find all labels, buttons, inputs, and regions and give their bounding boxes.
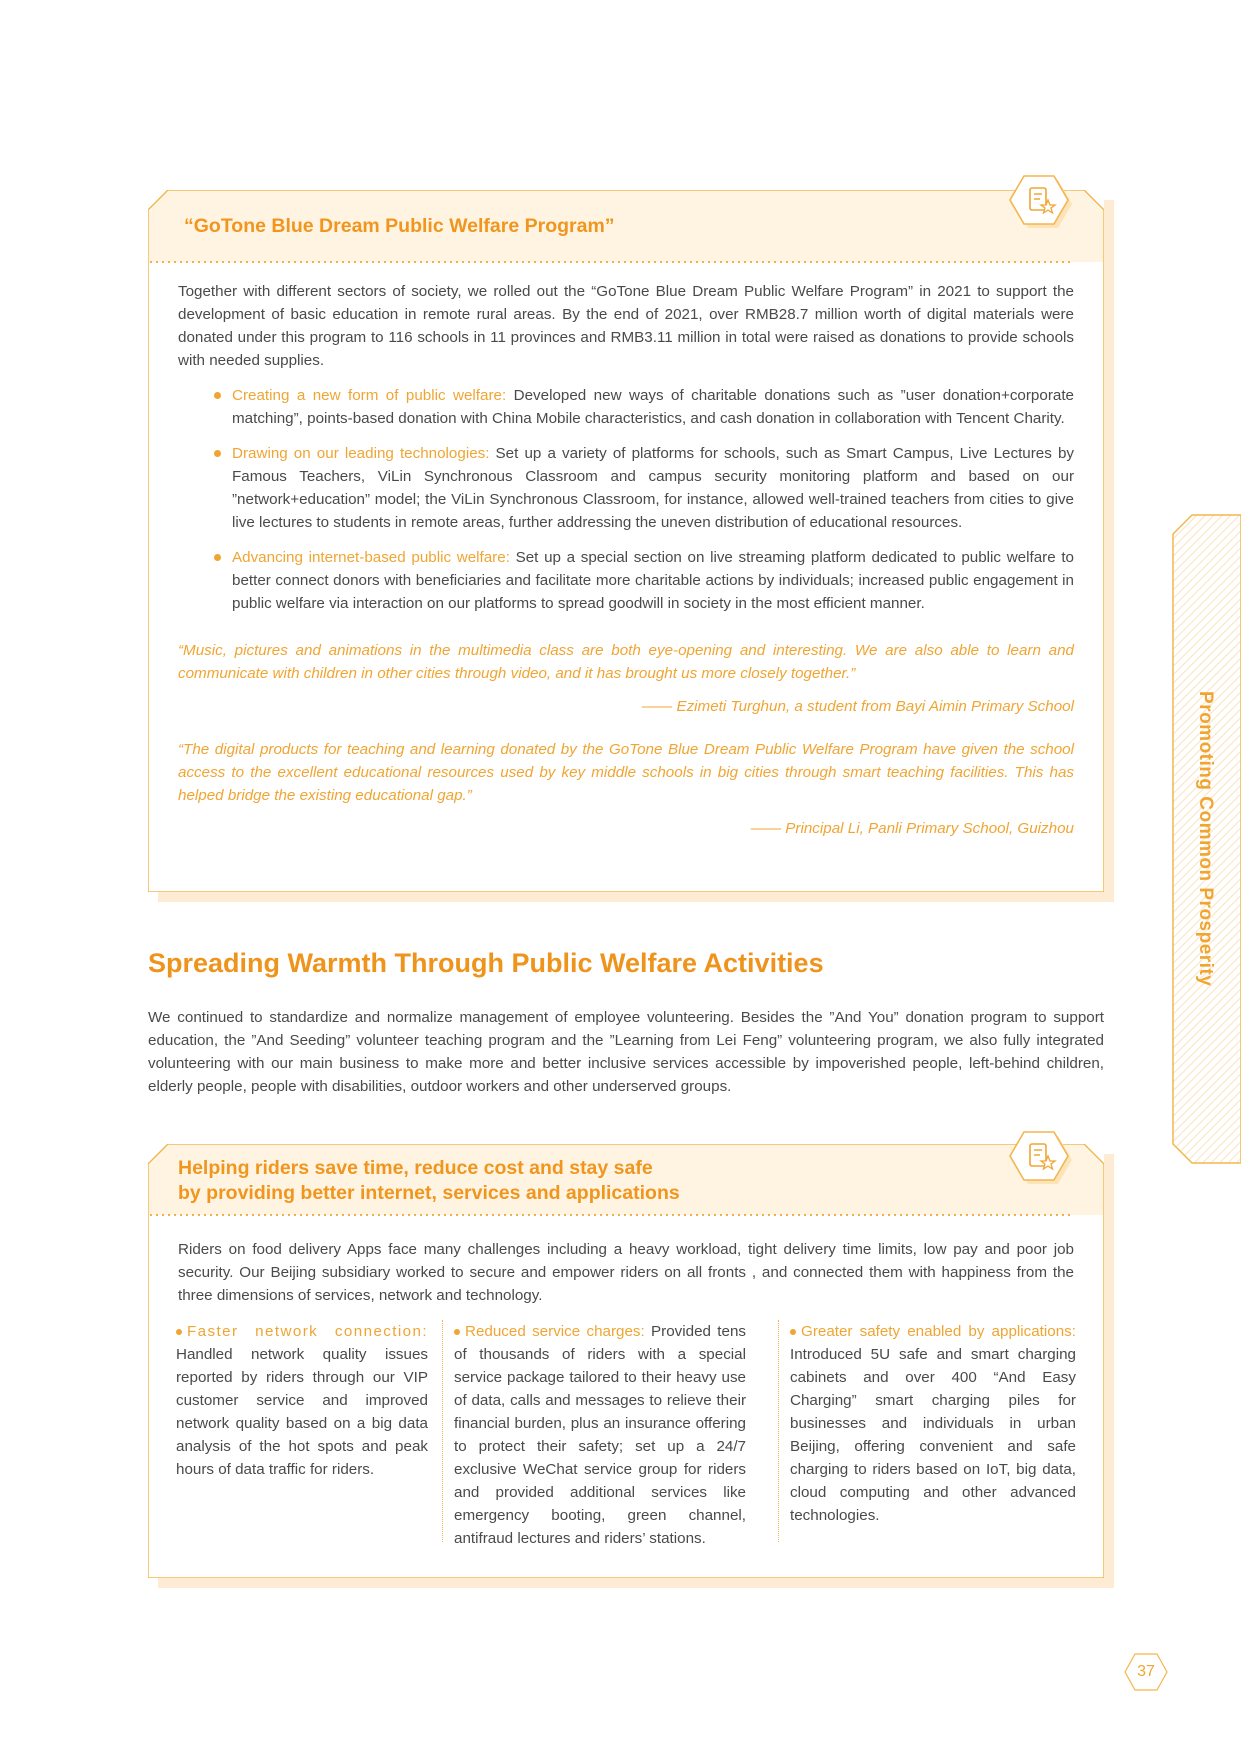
column-divider xyxy=(442,1320,443,1542)
bullet-dot xyxy=(176,1329,182,1335)
column-divider xyxy=(778,1320,779,1542)
column-text: Handled network quality issues reported by riders through our VIP customer service and improved network quality based on a big data analysis of the hot spots and peak hours of data traffic for riders. xyxy=(176,1346,428,1478)
section-body: We continued to standardize and normalize management of employee volunteering. Besides the ”And You” donation program to support education, the ”And Seeding” volunteer teaching program and the ”Learning from Lei Feng” volunteering program, we also fully integrated volunteering with our main business to make more and better inclusive services accessible by impoverished people, left-behind children, elderly people, people with disabilities, outdoor workers and other underserved groups. xyxy=(148,1009,1104,1095)
column-lead: Faster network connection: xyxy=(187,1323,428,1340)
box1-bullet-list xyxy=(178,384,1074,615)
bullet-text: Developed new ways of charitable donations such as ”user donation+corporate matching”, points-based donation with China Mobile characteristics, and cash donation in collaboration with Tencent Charity. xyxy=(232,387,1074,427)
box2-intro: Riders on food delivery Apps face many challenges including a heavy workload, tight delivery time limits, low pay and poor job security. Our Beijing subsidiary worked to secure and empower riders on all fronts , and connected them with happiness from the three dimensions of services, network and technology. xyxy=(178,1241,1074,1304)
bullet-text: Set up a variety of platforms for schools, such as Smart Campus, Live Lectures by Famous Teachers, ViLin Synchronous Classroom and campus security monitoring platform and based on our ”network+education” model; the ViLin Synchronous Classroom, for instance, allowed well-trained teachers from cities to give live lectures to students in remote areas, further addressing the uneven distribution of educational resources. xyxy=(232,445,1074,531)
box2-title xyxy=(178,1156,680,1206)
page-number: 37 xyxy=(1137,1663,1155,1680)
column-charges xyxy=(454,1320,746,1550)
quote-principal-attribution: —— Principal Li, Panli Primary School, Guizhou xyxy=(750,820,1074,837)
column-lead: Greater safety enabled by applications: xyxy=(801,1323,1076,1340)
quote-student-attribution: —— Ezimeti Turghun, a student from Bayi Aimin Primary School xyxy=(641,698,1074,715)
side-tab-text: Promoting Common Prosperity xyxy=(1195,691,1216,987)
checklist-star-icon xyxy=(1008,1130,1072,1186)
box1-title: “GoTone Blue Dream Public Welfare Program” xyxy=(184,215,615,237)
column-network xyxy=(176,1320,428,1481)
section-title: Spreading Warmth Through Public Welfare Activities xyxy=(148,948,824,978)
column-safety xyxy=(790,1320,1076,1527)
box2-title-line1: Helping riders save time, reduce cost and stay safe xyxy=(178,1157,653,1179)
bullet-text: Set up a special section on live streaming platform dedicated to public welfare to better connect donors with beneficiaries and facilitate more charitable actions by individuals; increased public engagement in public welfare via interaction on our platforms to spread goodwill in society in the most efficient manner. xyxy=(232,549,1074,612)
box1-intro: Together with different sectors of society, we rolled out the “GoTone Blue Dream Public Welfare Program” in 2021 to support the development of basic education in remote rural areas. By the end of 2021, over RMB28.7 million worth of digital materials were donated under this program to 116 schools in 11 provinces and RMB3.11 million in total were raised as donations to provide schools with needed supplies. xyxy=(178,283,1074,369)
bullet-lead: Advancing internet-based public welfare: xyxy=(232,549,510,566)
bullet-dot xyxy=(454,1329,460,1335)
bullet-lead: Drawing on our leading technologies: xyxy=(232,445,490,462)
column-lead: Reduced service charges: xyxy=(465,1323,645,1340)
box1-body xyxy=(178,280,1074,860)
side-tab-label xyxy=(1175,514,1235,1164)
box2-columns xyxy=(176,1320,1076,1550)
checklist-star-icon xyxy=(1008,174,1072,230)
list-item xyxy=(214,384,1074,430)
bullet-lead: Creating a new form of public welfare: xyxy=(232,387,507,404)
box2-title-line2: by providing better internet, services and applications xyxy=(178,1182,680,1204)
column-text: Introduced 5U safe and smart charging cabinets and over 400 “And Easy Charging” smart charging piles for businesses and individuals in urban Beijing, offering convenient and safe charging to riders based on IoT, big data, cloud computing and other advanced technologies. xyxy=(790,1346,1076,1524)
list-item xyxy=(214,546,1074,615)
bullet-dot xyxy=(790,1329,796,1335)
welfare-program-box xyxy=(148,190,1104,892)
quote-student: “Music, pictures and animations in the multimedia class are both eye-opening and interesting. We are also able to learn and communicate with children in other cities through video, and it has brought us more closely together.” xyxy=(178,642,1074,682)
riders-box xyxy=(148,1144,1104,1578)
quote-principal: “The digital products for teaching and learning donated by the GoTone Blue Dream Public Welfare Program have given the school access to the excellent educational resources used by key middle schools in big cities through smart teaching facilities. This has helped bridge the existing educational gap.” xyxy=(178,741,1074,804)
column-text: Provided tens of thousands of riders with a special service package tailored to their heavy use of data, calls and messages to relieve their financial burden, plus an insurance offering to protect their safety; set up a 24/7 exclusive WeChat service group for riders and provided additional services like emergency booting, green channel, antifraud lectures and riders’ stations. xyxy=(454,1323,746,1547)
list-item xyxy=(214,442,1074,534)
